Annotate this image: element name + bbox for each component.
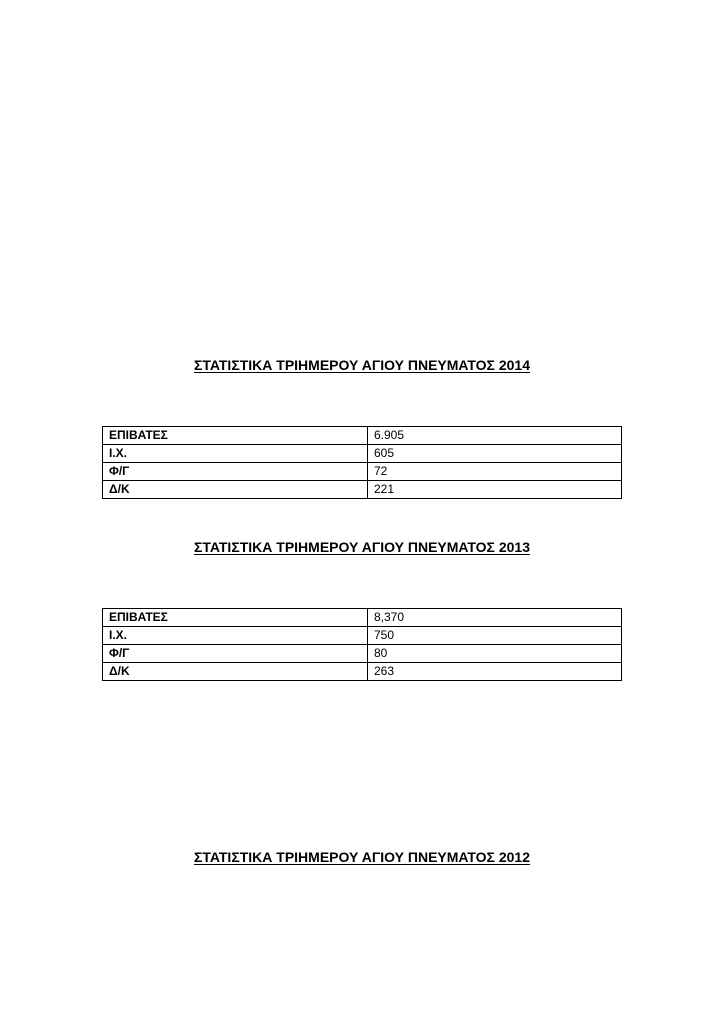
table-row: [103, 427, 622, 445]
section-title-2014: ΣΤΑΤΙΣΤΙΚΑ ΤΡΙΗΜΕΡΟΥ ΑΓΙΟΥ ΠΝΕΥΜΑΤΟΣ 2014: [194, 357, 530, 373]
row-value: 221: [368, 481, 622, 499]
row-label: Ι.Χ.: [103, 445, 368, 463]
row-value: 72: [368, 463, 622, 481]
row-value: 263: [368, 663, 622, 681]
stats-table-2013: [102, 608, 622, 681]
row-value: 750: [368, 627, 622, 645]
row-label: ΕΠΙΒΑΤΕΣ: [103, 427, 368, 445]
row-value: 605: [368, 445, 622, 463]
section-title-2012: ΣΤΑΤΙΣΤΙΚΑ ΤΡΙΗΜΕΡΟΥ ΑΓΙΟΥ ΠΝΕΥΜΑΤΟΣ 2012: [194, 849, 530, 865]
table-row: [103, 445, 622, 463]
row-label: Δ/Κ: [103, 481, 368, 499]
table-row: [103, 663, 622, 681]
row-label: Φ/Γ: [103, 645, 368, 663]
stats-table-2014: [102, 426, 622, 499]
table-row: [103, 645, 622, 663]
row-value: 6.905: [368, 427, 622, 445]
row-label: Φ/Γ: [103, 463, 368, 481]
section-title-2013: ΣΤΑΤΙΣΤΙΚΑ ΤΡΙΗΜΕΡΟΥ ΑΓΙΟΥ ΠΝΕΥΜΑΤΟΣ 2013: [194, 539, 530, 555]
row-label: Ι.Χ.: [103, 627, 368, 645]
table-row: [103, 481, 622, 499]
table-row: [103, 463, 622, 481]
row-label: ΕΠΙΒΑΤΕΣ: [103, 609, 368, 627]
table-row: [103, 627, 622, 645]
row-value: 8,370: [368, 609, 622, 627]
row-value: 80: [368, 645, 622, 663]
table-row: [103, 609, 622, 627]
row-label: Δ/Κ: [103, 663, 368, 681]
